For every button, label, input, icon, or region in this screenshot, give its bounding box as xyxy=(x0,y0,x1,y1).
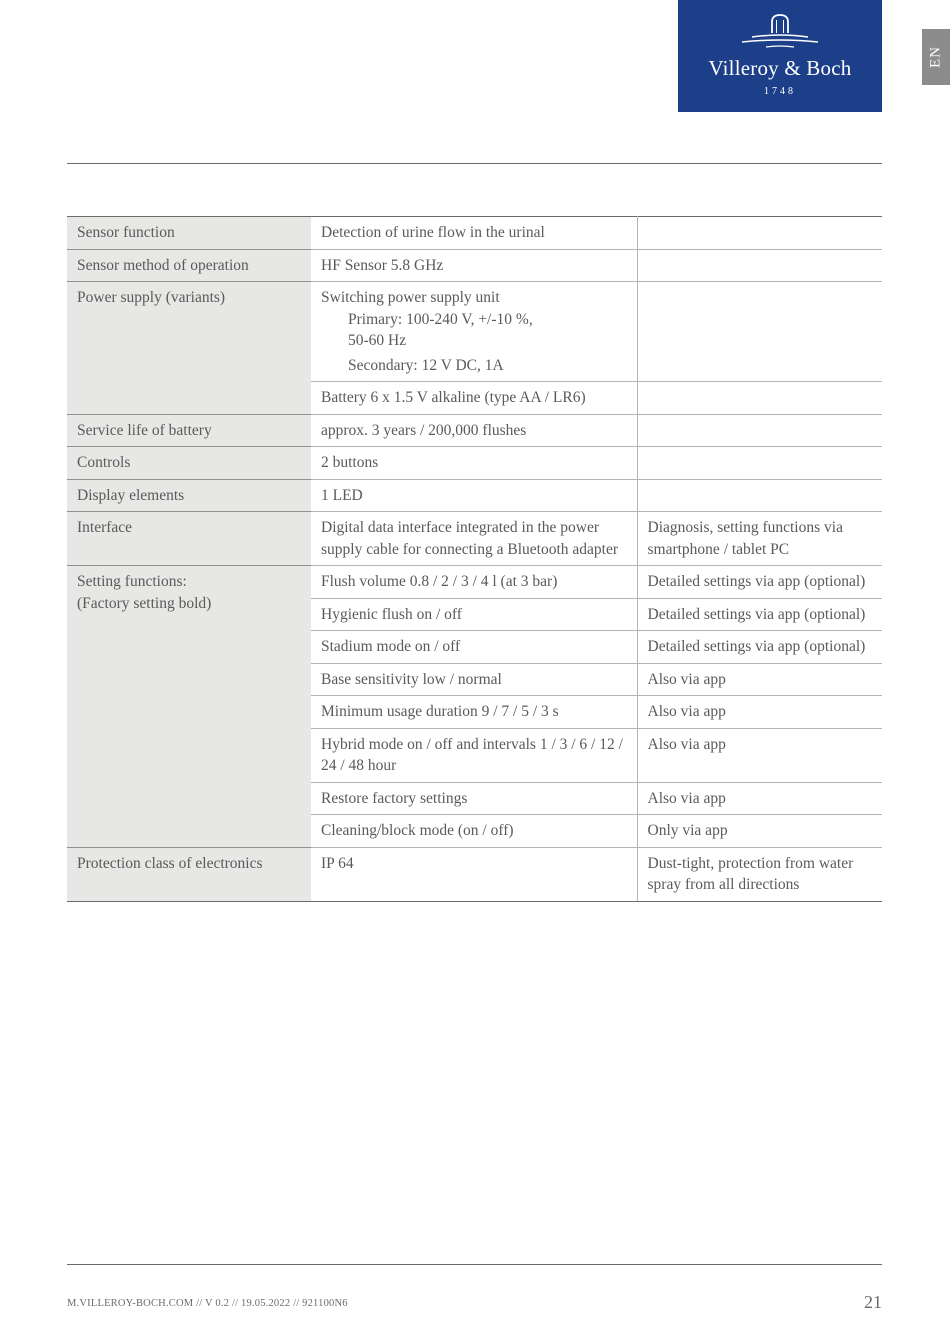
row-value xyxy=(311,282,637,382)
row-value: IP 64 xyxy=(311,847,637,901)
row-value: Minimum usage duration 9 / 7 / 5 / 3 s xyxy=(311,696,637,729)
row-note: Detailed settings via app (optional) xyxy=(637,631,882,664)
row-note: Also via app xyxy=(637,696,882,729)
power-primary: Primary: 100-240 V, +/-10 %, xyxy=(348,310,533,328)
row-value: 1 LED xyxy=(311,479,637,512)
table-row xyxy=(67,512,882,566)
row-value: Restore factory settings xyxy=(311,782,637,815)
row-note xyxy=(637,414,882,447)
row-note xyxy=(637,217,882,250)
row-value: Stadium mode on / off xyxy=(311,631,637,664)
factory-setting-note: (Factory setting bold) xyxy=(77,594,212,612)
fountain-icon xyxy=(678,0,882,60)
row-label: Controls xyxy=(67,447,311,480)
table-row xyxy=(67,414,882,447)
row-note: Detailed settings via app (optional) xyxy=(637,598,882,631)
row-note xyxy=(637,249,882,282)
row-note xyxy=(637,447,882,480)
row-value: Hybrid mode on / off and intervals 1 / 3 / 6 / 12 / 24 / 48 hour xyxy=(311,728,637,782)
row-label xyxy=(67,566,311,848)
row-value: Digital data interface integrated in the power supply cable for connecting a Bluetooth adapter xyxy=(311,512,637,566)
row-note: Also via app xyxy=(637,728,882,782)
table-row xyxy=(67,447,882,480)
table-row xyxy=(67,217,882,250)
row-value: Cleaning/block mode (on / off) xyxy=(311,815,637,848)
spec-table xyxy=(67,216,882,902)
language-tab[interactable] xyxy=(922,29,950,85)
header-divider xyxy=(67,163,882,164)
power-unit-title: Switching power supply unit xyxy=(321,289,500,306)
row-value: Flush volume 0.8 / 2 / 3 / 4 l (at 3 bar) xyxy=(311,566,637,599)
row-value: Battery 6 x 1.5 V alkaline (type AA / LR6) xyxy=(311,382,637,415)
row-value: Hygienic flush on / off xyxy=(311,598,637,631)
row-note xyxy=(637,282,882,382)
table-row xyxy=(67,282,882,382)
row-label: Display elements xyxy=(67,479,311,512)
row-value: Base sensitivity low / normal xyxy=(311,663,637,696)
brand-logo xyxy=(678,0,882,112)
row-note: Detailed settings via app (optional) xyxy=(637,566,882,599)
row-value: Detection of urine flow in the urinal xyxy=(311,217,637,250)
row-label: Sensor method of operation xyxy=(67,249,311,282)
row-value: approx. 3 years / 200,000 flushes xyxy=(311,414,637,447)
row-label: Sensor function xyxy=(67,217,311,250)
row-note: Also via app xyxy=(637,663,882,696)
row-note xyxy=(637,382,882,415)
row-label: Service life of battery xyxy=(67,414,311,447)
row-label: Power supply (variants) xyxy=(67,282,311,415)
row-value: 2 buttons xyxy=(311,447,637,480)
row-value: HF Sensor 5.8 GHz xyxy=(311,249,637,282)
table-row xyxy=(67,479,882,512)
brand-name: Villeroy & Boch xyxy=(708,56,852,80)
row-note: Only via app xyxy=(637,815,882,848)
page-number: 21 xyxy=(864,1292,882,1312)
row-note: Diagnosis, setting functions via smartphone / tablet PC xyxy=(637,512,882,566)
table-row xyxy=(67,566,882,599)
brand-year: 1748 xyxy=(764,86,796,97)
footer-text: M.VILLEROY-BOCH.COM // V 0.2 // 19.05.2022 // 921100N6 xyxy=(67,1298,348,1309)
row-label: Interface xyxy=(67,512,311,566)
power-frequency: 50-60 Hz xyxy=(348,332,407,349)
power-secondary: Secondary: 12 V DC, 1A xyxy=(348,356,504,374)
row-note xyxy=(637,479,882,512)
table-row xyxy=(67,249,882,282)
row-note: Also via app xyxy=(637,782,882,815)
setting-functions-label: Setting functions: xyxy=(77,573,187,590)
row-note: Dust-tight, protection from water spray from all directions xyxy=(637,847,882,901)
language-label: EN xyxy=(927,46,944,68)
row-label: Protection class of electronics xyxy=(67,847,311,901)
footer-divider xyxy=(67,1264,882,1265)
table-row xyxy=(67,847,882,901)
